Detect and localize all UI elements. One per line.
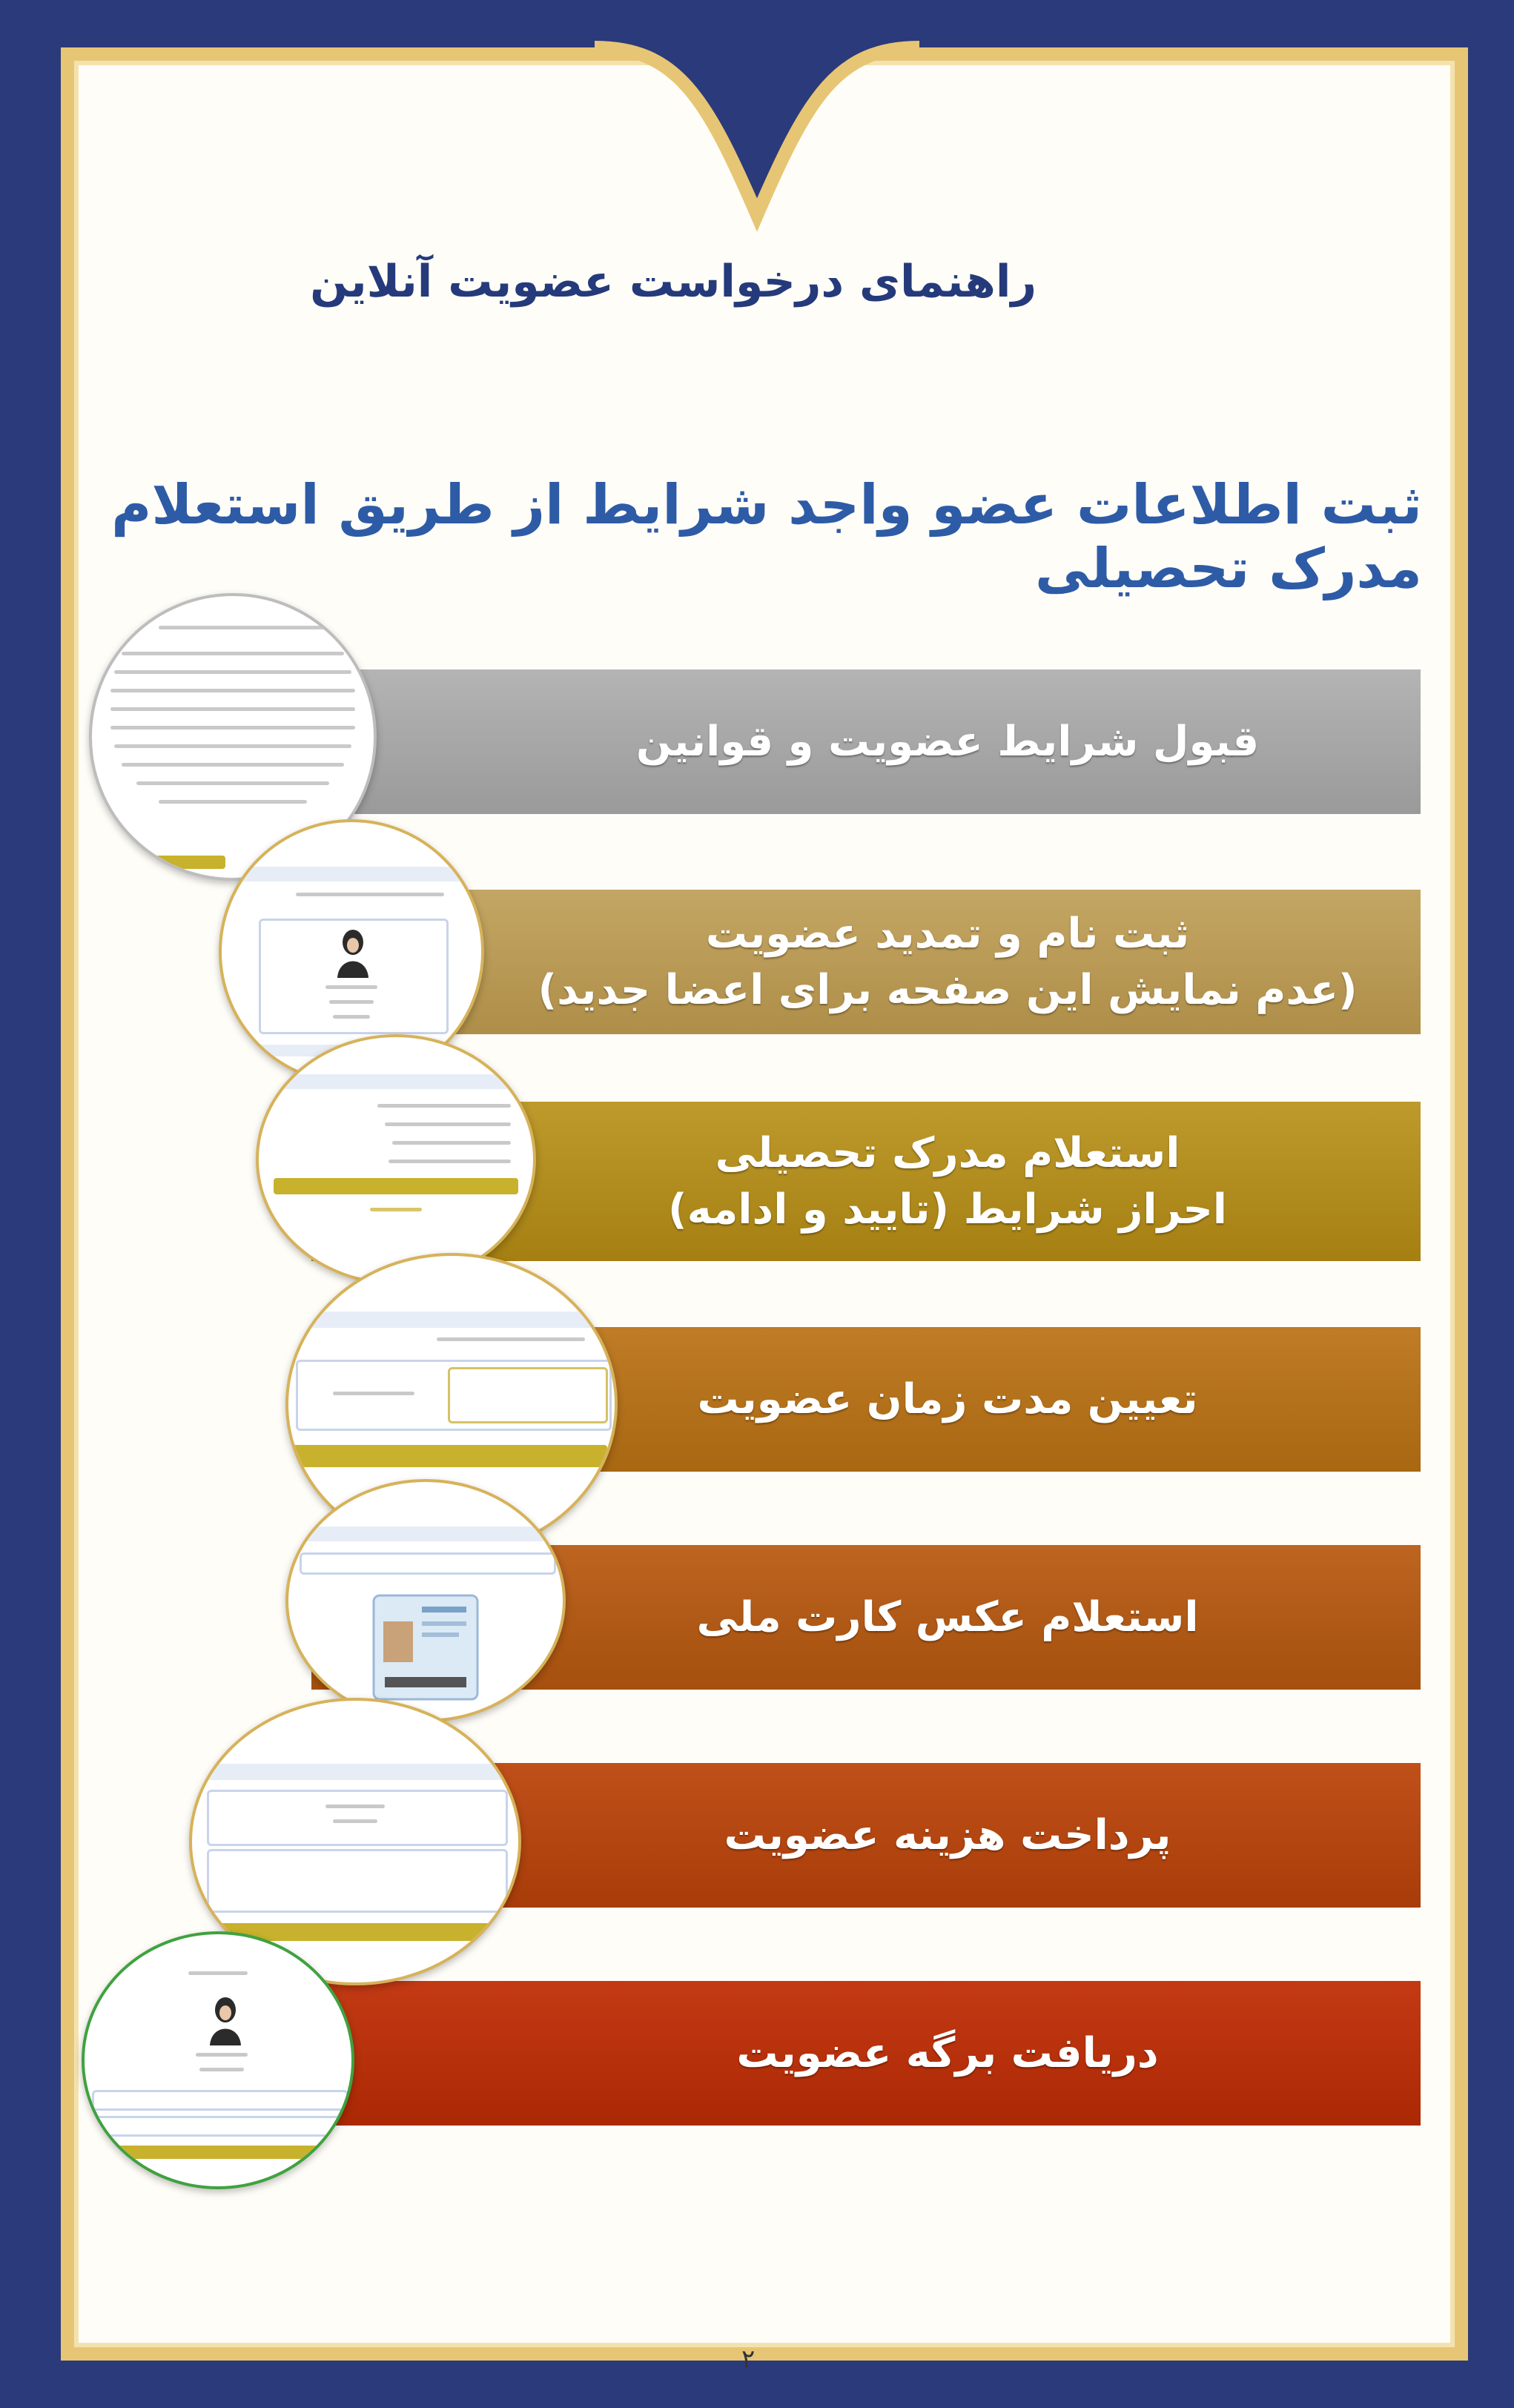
id-card-screenshot-thumbnail (285, 1479, 566, 1722)
step-education-label: استعلام مدرک تحصیلی (715, 1128, 1180, 1177)
step-register-note: (عدم نمایش این صفحه برای اعضا جدید) (538, 965, 1358, 1014)
step-membership-form (311, 1981, 1421, 2126)
step-terms (311, 669, 1421, 814)
step-terms-label: قبول شرایط عضویت و قوانین (635, 717, 1260, 766)
education-screenshot-thumbnail (256, 1034, 536, 1285)
step-education-note: احراز شرایط (تایید و ادامه) (668, 1185, 1227, 1234)
step-register-label: ثبت نام و تمدید عضویت (705, 909, 1190, 958)
page-number: ۲ (741, 2344, 756, 2374)
national-id-card-icon (370, 1592, 481, 1703)
step-id-card-label: استعلام عکس کارت ملی (696, 1592, 1199, 1641)
header-notch-ornament (0, 0, 1514, 245)
section-title: ثبت اطلاعات عضو واجد شرایط از طریق استعلام مدرک تحصیلی (111, 473, 1422, 601)
header-title: راهنمای درخواست عضویت آنلاین (310, 256, 1037, 308)
member-photo-icon (334, 926, 371, 978)
membership-form-screenshot-thumbnail (82, 1931, 354, 2189)
step-membership-form-label: دریافت برگه عضویت (736, 2028, 1159, 2077)
member-photo-icon (207, 1994, 244, 2045)
step-duration-label: تعیین مدت زمان عضویت (697, 1375, 1198, 1423)
step-payment-label: پرداخت هزینه عضویت (724, 1810, 1171, 1859)
